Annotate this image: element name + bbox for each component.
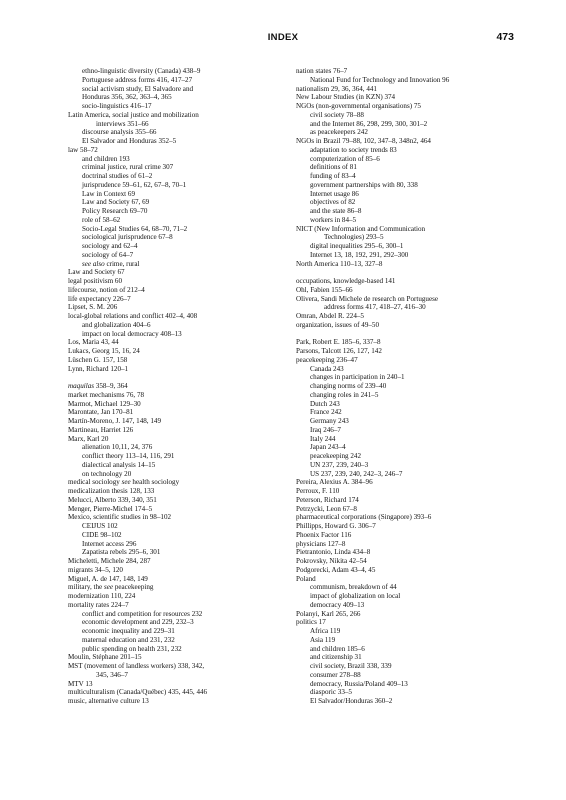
index-subentry: El Salvador/Honduras 360–2 [310,697,393,705]
index-entry: lifecourse, notion of 212–4 [68,285,145,294]
index-subentry: Africa 119 [310,627,341,635]
index-subentry: Zapatista rebels 295–6, 301 [82,548,161,557]
index-entry: physicians 127–8 [296,539,346,548]
index-subentry: and citizenship 31 [310,653,362,662]
index-subentry: changing norms of 239–40 [310,382,387,390]
index-subentry: civil society, Brazil 338, 339 [310,662,392,670]
index-entry: Peterson, Richard 174 [296,495,359,504]
index-entry: Polanyi, Karl 265, 266 [296,609,361,618]
index-entry: nationalism 29, 36, 364, 441 [296,84,377,93]
index-subentry: see also crime, rural [82,259,140,268]
index-subentry: impact on local democracy 408–13 [82,329,182,338]
page-number: 473 [496,31,514,43]
index-entry: Petrzycki, Leon 67–8 [296,504,357,513]
index-entry: Martín-Moreno, J. 147, 148, 149 [68,417,161,425]
index-subentry: UN 237, 239, 240–3 [310,460,369,469]
index-subentry: criminal justice, rural crime 307 [82,163,174,172]
index-entry: medical sociology see health sociology [68,478,180,487]
index-entry: legal positivism 60 [68,277,122,285]
index-subentry: peacekeeping 242 [310,452,362,460]
index-entry: Law and Society 67 [68,268,125,277]
index-subentry: changes in participation in 240–1 [310,373,405,382]
index-entry: maquilas 358–9, 364 [68,382,128,390]
index-subentry: CEIJUS 102 [82,522,118,530]
index-entry: Miguel, A. de 147, 148, 149 [68,574,148,583]
index-subentry: dialectical analysis 14–15 [82,460,156,469]
index-entry: Park, Robert E. 185–6, 337–8 [296,338,381,347]
index-subentry: Socio-Legal Studies 64, 68–70, 71–2 [82,224,188,233]
index-subentry: conflict theory 113–14, 116, 291 [82,452,175,460]
index-subentry: as peacekeepers 242 [310,128,368,137]
index-subentry: and the Internet 86, 298, 299, 300, 301–2 [310,119,428,128]
index-entry: Phoenix Factor 116 [296,530,352,539]
index-entry: peacekeeping 236–47 [296,355,358,364]
index-subentry: Dutch 243 [310,399,340,408]
index-subentry: government partnerships with 80, 338 [310,180,418,189]
index-subentry: communism, breakdown of 44 [310,583,397,592]
index-subentry: Internet 13, 18, 192, 291, 292–300 [310,250,409,259]
index-subentry: France 242 [310,408,342,417]
index-subentry: maternal education and 231, 232 [82,635,175,644]
index-subentry: democracy, Russia/Poland 409–13 [310,679,408,688]
index-subentry: alienation 10,11, 24, 376 [82,443,153,452]
index-entry: nation states 76–7 [296,67,348,75]
index-entry: Parsons, Talcott 126, 127, 142 [296,347,382,355]
index-subentry: doctrinal studies of 61–2 [82,172,153,180]
index-entry: mortality rates 224–7 [68,600,129,609]
index-entry: Podgorecki, Adam 43–4, 45 [296,565,376,574]
index-entry: local-global relations and conflict 402–4, 408 [68,312,198,320]
index-entry: market mechanisms 76, 78 [68,390,145,399]
index-subentry: conflict and competition for resources 232 [82,609,203,618]
index-subentry: Law in Context 69 [82,189,135,198]
index-subentry: ethno-linguistic diversity (Canada) 438–9 [82,67,201,75]
index-subentry: jurisprudence 59–61, 62, 67–8, 70–1 [82,180,187,189]
index-subentry: Law and Society 67, 69 [82,198,150,207]
index-entry: Lüschen G. 157, 158 [68,355,128,364]
index-entry: occupations, knowledge-based 141 [296,277,396,285]
index-entry: Pereira, Alexius A. 384–96 [296,478,373,487]
index-entry: organization, issues of 49–50 [296,320,380,329]
index-subentry: impact of globalization on local [310,592,401,600]
index-entry: Omran, Abdel R. 224–5 [296,312,364,320]
index-subentry: Canada 243 [310,364,344,373]
index-subentry: Policy Research 69–70 [82,207,148,215]
index-entry: Menger, Pierre-Michel 174–5 [68,504,153,513]
index-entry: military, the see peacekeeping [68,583,154,592]
index-subentry: discourse analysis 355–66 [82,128,157,137]
index-entry: law 58–72 [68,145,98,154]
index-subentry: address forms 417, 418–27, 416–30 [324,303,426,312]
index-entry: MTV 13 [68,679,93,688]
index-entry: Poland [296,574,316,583]
index-subentry: role of 58–62 [82,215,121,224]
index-entry: multiculturalism (Canada/Québec) 435, 445, 446 [68,688,208,697]
running-head: INDEX [267,32,299,43]
index-column-left [68,67,290,706]
index-subentry: Iraq 246–7 [310,425,341,434]
index-subentry: and globalization 404–6 [82,320,151,329]
index-section-gap [296,268,518,277]
index-subentry: National Fund for Technology and Innovation 96 [310,75,450,84]
index-entry: Lukacs, Georg 15, 16, 24 [68,347,140,355]
index-subentry: objectives of 82 [310,198,356,207]
index-subentry: workers in 84–5 [310,215,357,224]
index-entry: Martineau, Harriet 126 [68,425,134,434]
index-subentry: digital inequalities 295–6, 300–1 [310,242,404,250]
index-entry: music, alternative culture 13 [68,697,149,705]
index-section-gap [68,373,290,382]
index-entry: Marx, Karl 20 [68,434,109,443]
index-entry: Marontate, Jan 170–81 [68,408,134,417]
index-subentry: sociology of 64–7 [82,250,134,259]
index-subentry: democracy 409–13 [310,600,365,609]
index-subentry: changing roles in 241–5 [310,390,379,399]
index-subentry: diasporic 33–5 [310,688,352,697]
index-subentry: economic development and 229, 232–3 [82,618,194,627]
index-subentry: and children 185–6 [310,644,365,653]
index-entry: politics 17 [296,618,326,627]
index-subentry: computerization of 85–6 [310,154,380,163]
index-subentry: Technologies) 293–5 [324,233,384,242]
index-subentry: on technology 20 [82,469,132,478]
index-subentry: adaptation to society trends 83 [310,145,397,154]
index-subentry: and the state 86–8 [310,207,362,215]
index-entry: NGOs in Brazil 79–88, 102, 347–8, 348n2, 464 [296,137,431,145]
index-section-gap [296,330,518,339]
index-subentry: consumer 278–88 [310,670,361,679]
index-entry: pharmaceutical corporations (Singapore) 393–6 [296,513,432,522]
index-subentry: funding of 83–4 [310,172,356,180]
index-subentry: Portuguese address forms 416, 417–27 [82,75,193,84]
index-entry: NICT (New Information and Communication [296,224,426,233]
index-subentry: and children 193 [82,154,130,163]
index-subentry: definitions of 81 [310,163,357,172]
index-entry: modernization 110, 224 [68,592,136,600]
index-subentry: Asia 119 [310,635,336,644]
index-entry: Micheletti, Michele 284, 287 [68,557,151,565]
index-entry: Latin America, social justice and mobilization [68,110,199,119]
index-column-right [296,67,518,706]
index-entry: Phillipps, Howard G. 306–7 [296,522,376,530]
index-entry: Pietrantonio, Linda 434–8 [296,548,371,557]
index-entry: medicalization thesis 128, 133 [68,487,155,495]
index-subentry: 345, 346–7 [96,670,128,679]
index-entry: Ohl, Fabien 155–66 [296,285,353,294]
index-entry: Melucci, Alberto 339, 340, 351 [68,495,157,504]
index-entry: life expectancy 226–7 [68,294,131,303]
index-subentry: Internet access 296 [82,539,137,548]
index-entry: Perroux, F. 110 [296,487,340,495]
index-entry: NGOs (non-governmental organisations) 75 [296,102,421,110]
page-header [0,32,566,46]
index-entry: North America 110–13, 327–8 [296,259,383,268]
index-subentry: civil society 78–88 [310,110,364,119]
index-entry: Lipset, S. M. 206 [68,303,118,312]
index-subentry: Germany 243 [310,417,349,425]
index-subentry: sociological jurisprudence 67–8 [82,233,173,242]
index-subentry: interviews 351–66 [96,119,149,128]
index-subentry: US 237, 239, 240, 242–3, 246–7 [310,469,403,478]
index-entry: New Labour Studies (in KZN) 374 [296,93,396,102]
index-subentry: social activism study, El Salvadore and [82,84,194,93]
index-entry: Olivera, Sandi Michele de research on Portuguese [296,294,439,303]
index-subentry: Internet usage 86 [310,189,359,198]
index-subentry: socio-linguistics 416–17 [82,102,152,110]
index-entry: Los, Maria 43, 44 [68,338,119,347]
index-subentry: economic inequality and 229–31 [82,627,175,635]
index-entry: Marmot, Michael 129–30 [68,399,141,408]
index-entry: Pokrovsky, Nikita 42–54 [296,557,367,565]
index-entry: migrants 34–5, 120 [68,565,123,574]
index-subentry: CIDE 98–102 [82,530,122,539]
index-subentry: El Salvador and Honduras 352–5 [82,137,177,145]
index-subentry: Japan 243–4 [310,443,346,452]
index-subentry: Italy 244 [310,434,336,443]
index-subentry: Honduras 356, 362, 363–4, 365 [82,93,172,102]
index-subentry: sociology and 62–4 [82,242,138,250]
index-subentry: public spending on health 231, 232 [82,644,182,653]
index-entry: Mexico, scientific studies in 98–102 [68,513,172,522]
index-entry: Lynn, Richard 120–1 [68,364,129,373]
index-entry: MST (movement of landless workers) 338, 342, [68,662,205,670]
index-entry: Moulin, Stéphane 201–15 [68,653,142,662]
